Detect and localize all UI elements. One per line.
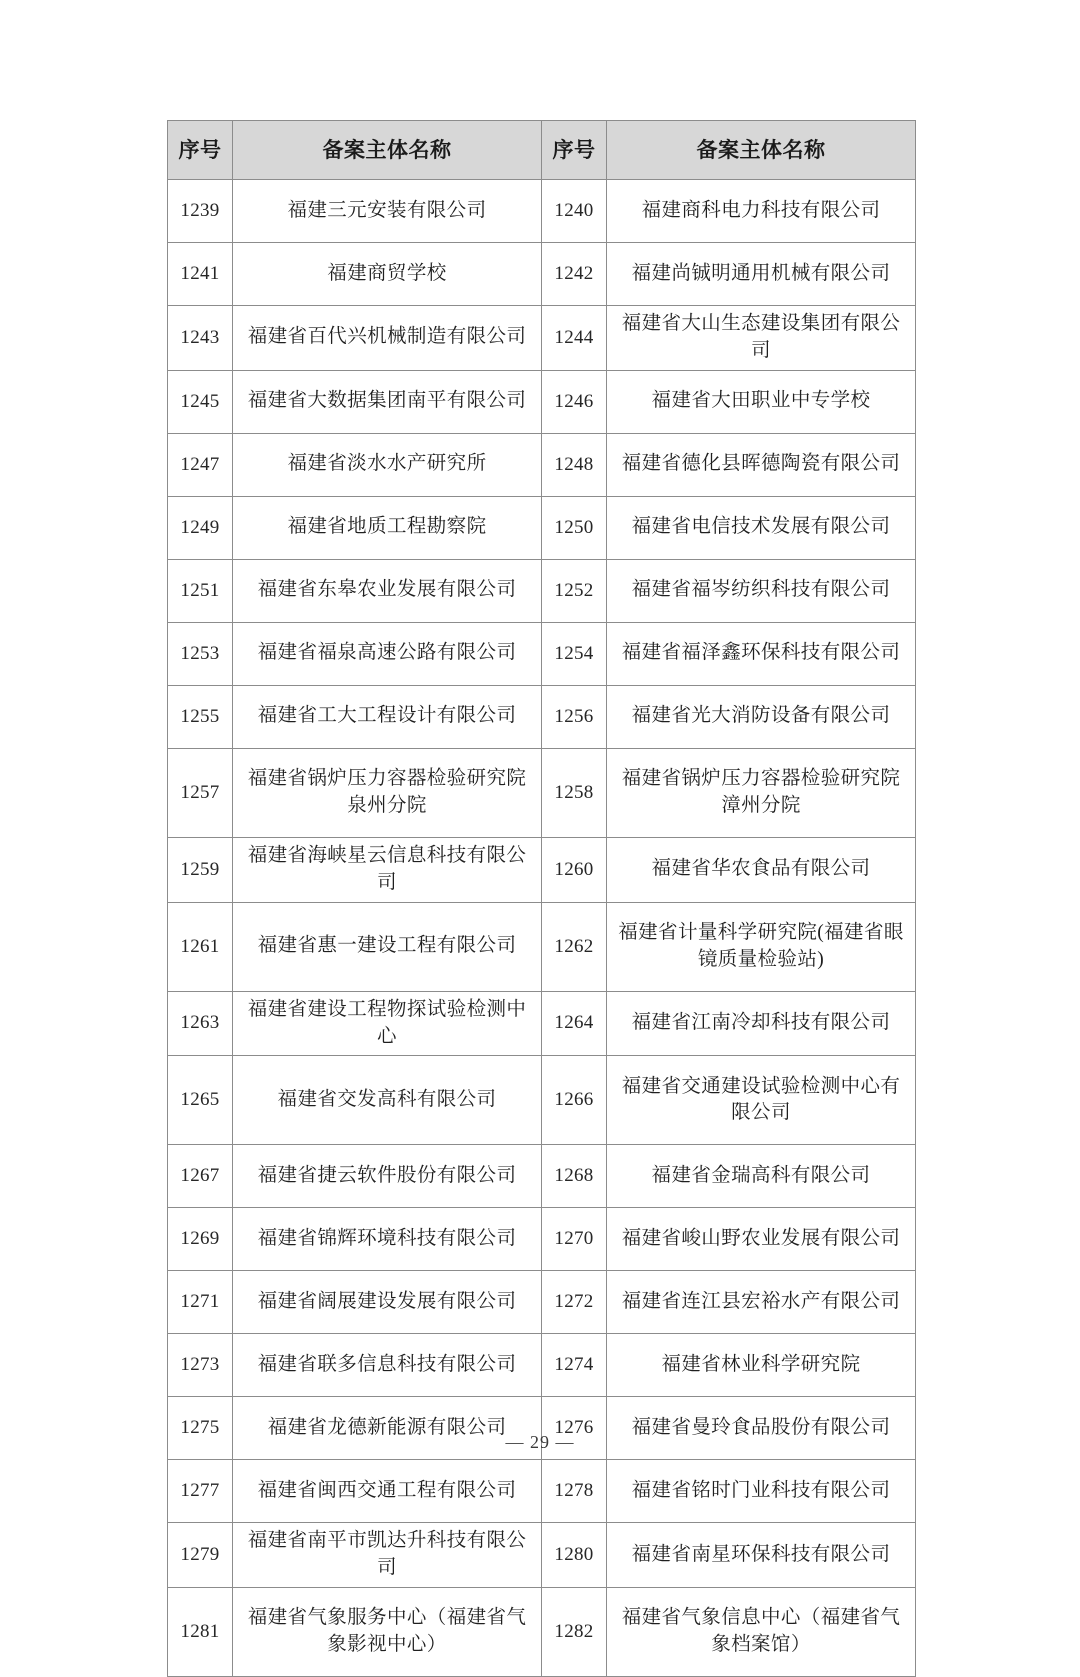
table-row: [168, 1056, 916, 1145]
cell-name-right: 福建省金瑞高科有限公司: [607, 1145, 916, 1208]
table-row: [168, 1460, 916, 1523]
cell-name-right: 福建省华农食品有限公司: [607, 837, 916, 902]
cell-name-right: 福建省福岑纺织科技有限公司: [607, 559, 916, 622]
cell-seq-left: 1255: [168, 685, 233, 748]
column-header-name-left: 备案主体名称: [233, 121, 542, 180]
cell-seq-right: 1282: [542, 1588, 607, 1677]
cell-seq-right: 1276: [542, 1397, 607, 1460]
cell-seq-left: 1259: [168, 837, 233, 902]
cell-seq-right: 1250: [542, 496, 607, 559]
cell-name-right: 福建商科电力科技有限公司: [607, 180, 916, 243]
cell-seq-right: 1254: [542, 622, 607, 685]
cell-seq-right: 1272: [542, 1271, 607, 1334]
cell-seq-right: 1248: [542, 433, 607, 496]
cell-seq-right: 1246: [542, 370, 607, 433]
cell-seq-left: 1241: [168, 243, 233, 306]
cell-name-right: 福建省电信技术发展有限公司: [607, 496, 916, 559]
cell-seq-left: 1277: [168, 1460, 233, 1523]
table-row: [168, 837, 916, 902]
cell-seq-right: 1280: [542, 1523, 607, 1588]
cell-seq-left: 1279: [168, 1523, 233, 1588]
table-row: [168, 433, 916, 496]
cell-seq-right: 1268: [542, 1145, 607, 1208]
cell-seq-right: 1240: [542, 180, 607, 243]
cell-seq-left: 1271: [168, 1271, 233, 1334]
cell-seq-right: 1244: [542, 306, 607, 371]
cell-name-left: 福建省工大工程设计有限公司: [233, 685, 542, 748]
table-row: [168, 1271, 916, 1334]
table-row: [168, 902, 916, 991]
cell-seq-right: 1266: [542, 1056, 607, 1145]
cell-name-left: 福建省百代兴机械制造有限公司: [233, 306, 542, 371]
cell-seq-right: 1242: [542, 243, 607, 306]
cell-seq-left: 1275: [168, 1397, 233, 1460]
cell-name-left: 福建省惠一建设工程有限公司: [233, 902, 542, 991]
cell-name-left: 福建省大数据集团南平有限公司: [233, 370, 542, 433]
cell-name-left: 福建省闽西交通工程有限公司: [233, 1460, 542, 1523]
column-header-seq-right: 序号: [542, 121, 607, 180]
cell-name-left: 福建三元安装有限公司: [233, 180, 542, 243]
cell-seq-left: 1243: [168, 306, 233, 371]
cell-seq-left: 1247: [168, 433, 233, 496]
table-row: [168, 180, 916, 243]
cell-name-left: 福建省地质工程勘察院: [233, 496, 542, 559]
cell-seq-left: 1263: [168, 991, 233, 1056]
cell-name-left: 福建省海峡星云信息科技有限公司: [233, 837, 542, 902]
cell-seq-left: 1257: [168, 748, 233, 837]
cell-name-right: 福建省江南冷却科技有限公司: [607, 991, 916, 1056]
cell-seq-left: 1281: [168, 1588, 233, 1677]
cell-seq-right: 1264: [542, 991, 607, 1056]
cell-seq-right: 1278: [542, 1460, 607, 1523]
cell-name-left: 福建省龙德新能源有限公司: [233, 1397, 542, 1460]
cell-name-left: 福建省福泉高速公路有限公司: [233, 622, 542, 685]
cell-seq-left: 1261: [168, 902, 233, 991]
column-header-seq-left: 序号: [168, 121, 233, 180]
cell-seq-left: 1253: [168, 622, 233, 685]
cell-seq-right: 1256: [542, 685, 607, 748]
table-row: [168, 685, 916, 748]
cell-name-left: 福建省建设工程物探试验检测中心: [233, 991, 542, 1056]
cell-name-right: 福建省峻山野农业发展有限公司: [607, 1208, 916, 1271]
table-header: [168, 121, 916, 180]
cell-seq-left: 1273: [168, 1334, 233, 1397]
cell-name-left: 福建省锦辉环境科技有限公司: [233, 1208, 542, 1271]
cell-seq-left: 1239: [168, 180, 233, 243]
cell-seq-left: 1245: [168, 370, 233, 433]
cell-name-left: 福建省捷云软件股份有限公司: [233, 1145, 542, 1208]
page-number: — 29 —: [505, 1432, 575, 1452]
cell-name-right: 福建省计量科学研究院(福建省眼镜质量检验站): [607, 902, 916, 991]
cell-name-right: 福建省大山生态建设集团有限公司: [607, 306, 916, 371]
table-header-row: [168, 121, 916, 180]
cell-name-right: 福建尚铖明通用机械有限公司: [607, 243, 916, 306]
table-row: [168, 496, 916, 559]
cell-seq-left: 1269: [168, 1208, 233, 1271]
table-row: [168, 991, 916, 1056]
cell-name-left: 福建省气象服务中心（福建省气象影视中心）: [233, 1588, 542, 1677]
cell-seq-right: 1252: [542, 559, 607, 622]
cell-name-right: 福建省铭时门业科技有限公司: [607, 1460, 916, 1523]
table-row: [168, 559, 916, 622]
cell-seq-left: 1265: [168, 1056, 233, 1145]
table-row: [168, 370, 916, 433]
column-header-name-right: 备案主体名称: [607, 121, 916, 180]
cell-name-left: 福建省东皋农业发展有限公司: [233, 559, 542, 622]
cell-name-right: 福建省德化县晖德陶瓷有限公司: [607, 433, 916, 496]
cell-seq-right: 1270: [542, 1208, 607, 1271]
cell-name-left: 福建省淡水水产研究所: [233, 433, 542, 496]
table-row: [168, 1523, 916, 1588]
cell-name-right: 福建省大田职业中专学校: [607, 370, 916, 433]
cell-name-right: 福建省林业科学研究院: [607, 1334, 916, 1397]
cell-seq-right: 1258: [542, 748, 607, 837]
cell-seq-right: 1260: [542, 837, 607, 902]
cell-name-left: 福建商贸学校: [233, 243, 542, 306]
table-row: [168, 1145, 916, 1208]
cell-name-right: 福建省锅炉压力容器检验研究院漳州分院: [607, 748, 916, 837]
cell-name-left: 福建省阔展建设发展有限公司: [233, 1271, 542, 1334]
cell-name-left: 福建省交发高科有限公司: [233, 1056, 542, 1145]
table-row: [168, 1334, 916, 1397]
cell-seq-left: 1251: [168, 559, 233, 622]
cell-name-right: 福建省南星环保科技有限公司: [607, 1523, 916, 1588]
cell-name-right: 福建省连江县宏裕水产有限公司: [607, 1271, 916, 1334]
cell-seq-right: 1274: [542, 1334, 607, 1397]
cell-seq-left: 1249: [168, 496, 233, 559]
cell-name-right: 福建省气象信息中心（福建省气象档案馆）: [607, 1588, 916, 1677]
table-row: [168, 1588, 916, 1677]
table-row: [168, 306, 916, 371]
table-row: [168, 243, 916, 306]
cell-name-left: 福建省联多信息科技有限公司: [233, 1334, 542, 1397]
cell-name-left: 福建省南平市凯达升科技有限公司: [233, 1523, 542, 1588]
table-row: [168, 1208, 916, 1271]
cell-seq-left: 1267: [168, 1145, 233, 1208]
cell-name-right: 福建省曼玲食品股份有限公司: [607, 1397, 916, 1460]
cell-name-right: 福建省交通建设试验检测中心有限公司: [607, 1056, 916, 1145]
cell-name-right: 福建省福泽鑫环保科技有限公司: [607, 622, 916, 685]
table-row: [168, 622, 916, 685]
table-row: [168, 748, 916, 837]
cell-name-left: 福建省锅炉压力容器检验研究院泉州分院: [233, 748, 542, 837]
cell-name-right: 福建省光大消防设备有限公司: [607, 685, 916, 748]
cell-seq-right: 1262: [542, 902, 607, 991]
